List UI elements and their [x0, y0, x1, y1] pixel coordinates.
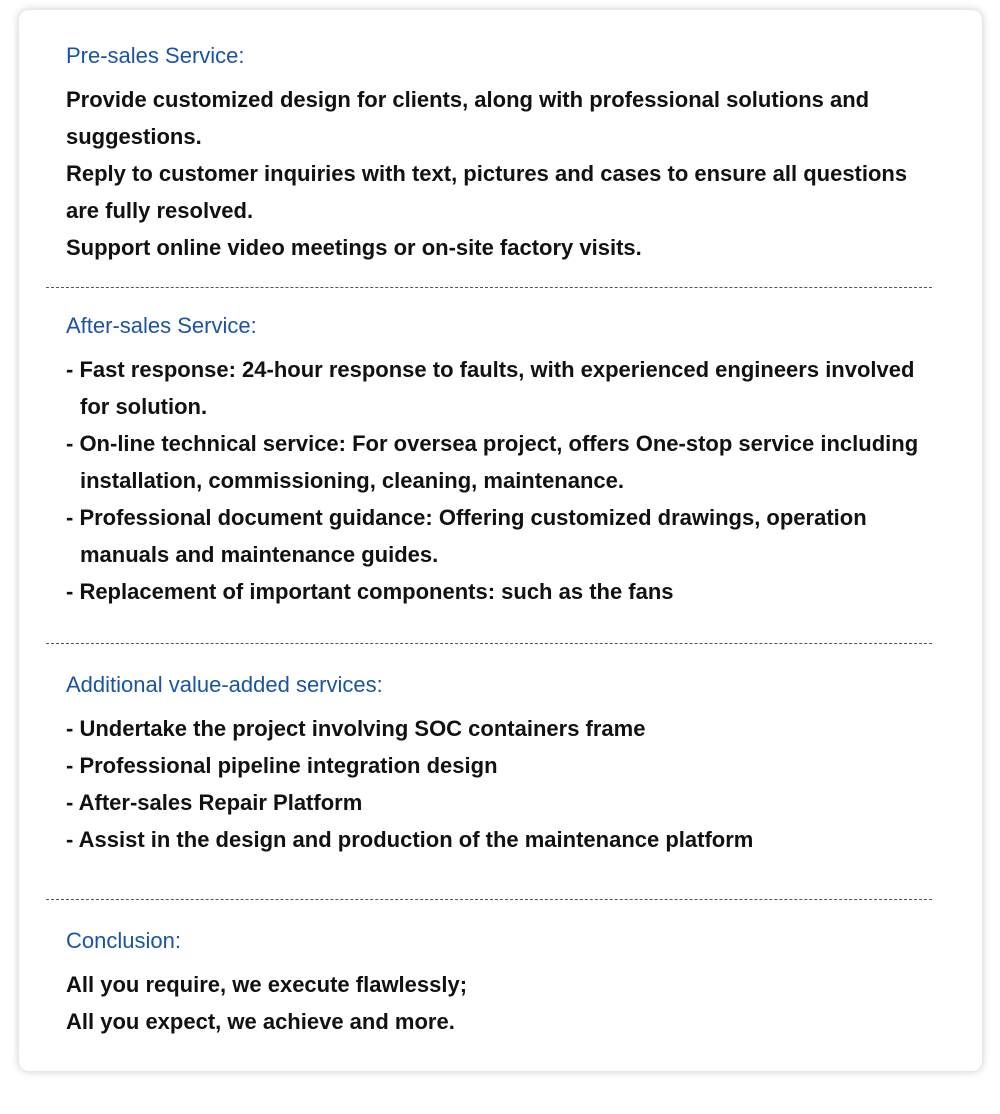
- pre-sales-list: [66, 81, 916, 266]
- section-divider: [46, 643, 932, 644]
- list-item: All you require, we execute flawlessly;: [66, 972, 468, 997]
- conclusion-heading: Conclusion:: [66, 928, 181, 953]
- list-item: Provide customized design for clients, along with professional solutions and suggestions.: [66, 87, 870, 149]
- section-divider: [46, 287, 932, 288]
- list-item: All you expect, we achieve and more.: [66, 1009, 455, 1034]
- list-item: - On-line technical service: For oversea project, offers One-stop service including installation, commissioning, cleaning, maintenance.: [66, 431, 919, 493]
- services-card: [19, 10, 982, 1071]
- list-item: - Professional pipeline integration design: [66, 753, 498, 778]
- list-item: - Undertake the project involving SOC containers frame: [66, 716, 646, 741]
- value-added-list: [66, 710, 916, 858]
- list-item: - After-sales Repair Platform: [66, 790, 363, 815]
- value-added-heading: Additional value-added services:: [66, 672, 383, 697]
- list-item: - Replacement of important components: such as the fans: [66, 579, 674, 604]
- pre-sales-heading: Pre-sales Service:: [66, 43, 245, 68]
- list-item: - Professional document guidance: Offering customized drawings, operation manuals and maintenance guides.: [66, 505, 867, 567]
- after-sales-list: [66, 351, 946, 610]
- section-divider: [46, 899, 932, 900]
- conclusion-list: [66, 966, 916, 1040]
- list-item: Support online video meetings or on-site factory visits.: [66, 235, 642, 260]
- list-item: Reply to customer inquiries with text, pictures and cases to ensure all questions are fully resolved.: [66, 161, 908, 223]
- list-item: - Assist in the design and production of the maintenance platform: [66, 827, 754, 852]
- after-sales-heading: After-sales Service:: [66, 313, 257, 338]
- list-item: - Fast response: 24-hour response to faults, with experienced engineers involved for solution.: [66, 357, 915, 419]
